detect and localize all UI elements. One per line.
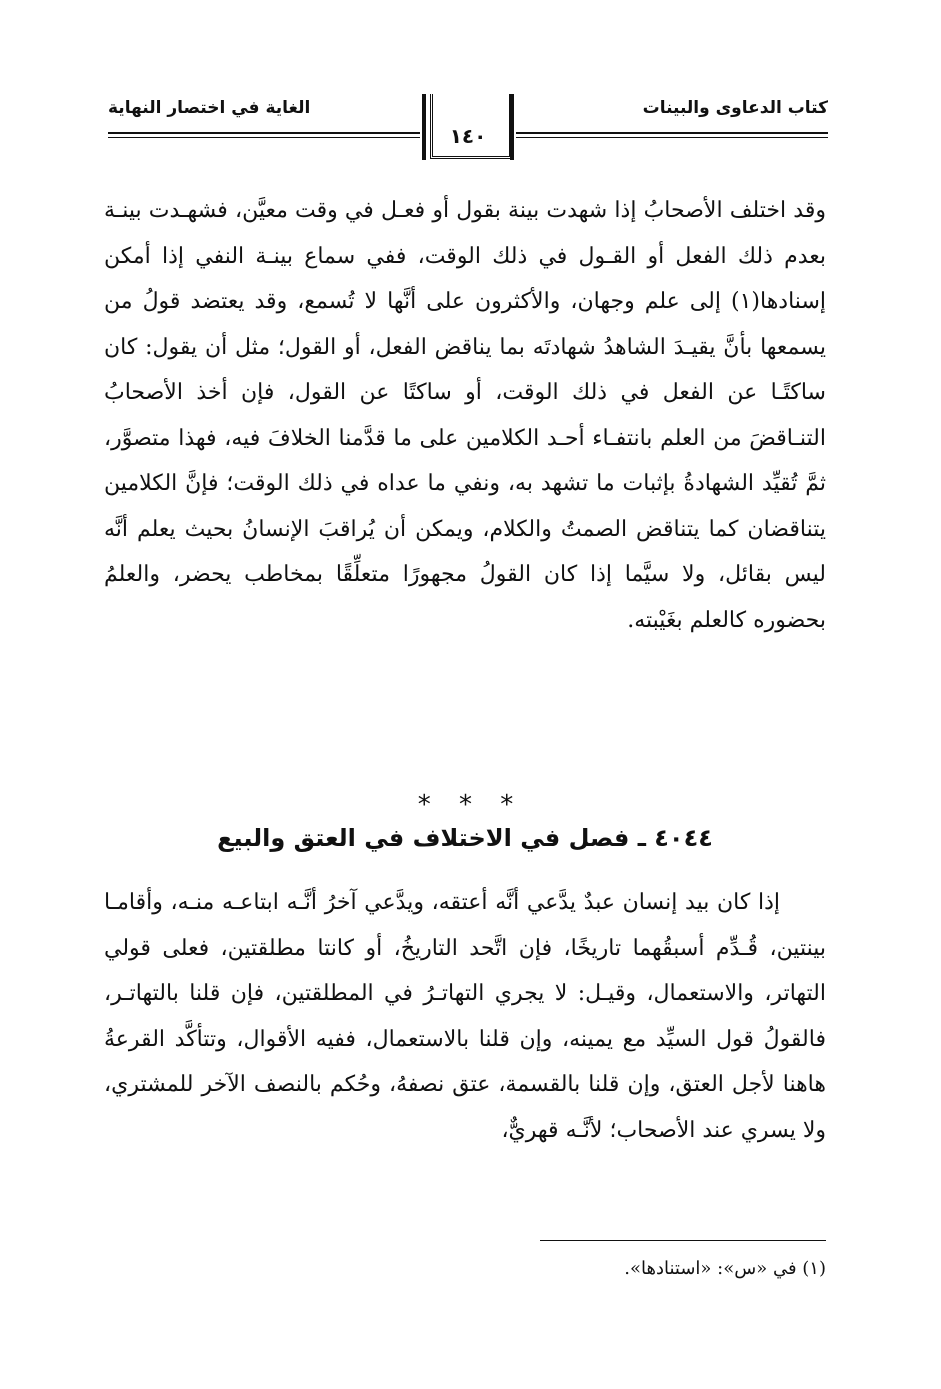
chapter-title: كتاب الدعاوى والبينات [642,98,828,118]
header-rule-left-thin [108,137,420,138]
section-separator: * * * [417,790,524,820]
page-number-frame [420,94,516,162]
section-heading: ٤٠٤٤ ـ فصل في الاختلاف في العتق والبيع [217,824,713,852]
book-title: الغاية في اختصار النهاية [108,98,311,118]
paragraph-1: وقد اختلف الأصحابُ إذا شهدت بينة بقول أو فعـل في وقت معيَّن، فشهـدت بينـة بعدم ذلك الفعل أو القـول في ذلك الوقت، ففي سماع بينـة النفي إذا أمكن إسنادها(١) إلى علم وجهان، والأكثرون على أنَّها لا تُسمع، وقد يعتضد قولُ من يسمعها بأنَّ يقيـدَ الشاهدُ شهادتَه بما يناقض الفعل، أو القول؛ مثل أن يقول: كان ساكتًـا عن الفعل في ذلك الوقت، أو ساكتًا عن القول، فإن أخذ الأصحابُ التنـاقضَ من العلم بانتفـاء أحـد الكلامين على ما قدَّمنا الخلافَ فيه، فهذا متصوَّر، ثمَّ تُقيِّد الشهادةُ بإثبات ما تشهد به، ونفي ما عداه في ذلك الوقت؛ فإنَّ الكلامين يتناقضان كما يتناقض الصمتُ والكلام، ويمكن أن يُراقبَ الإنسانُ بحيث يعلم أنَّه ليس بقائل، ولا سيَّما إذا كان القولُ مجهورًا متعلِّقًا بمخاطب يحضر، والعلمُ بحضوره كالعلم بغَيْبته. [104,198,826,633]
footnote: (١) في «س»: «استنادها». [624,1258,826,1279]
header-rule-right [516,132,828,134]
header-rule-right-thin [516,137,828,138]
page-header [108,92,828,172]
page-number: ١٤٠ [449,124,487,148]
header-rule-left [108,132,420,134]
footnote-rule [540,1240,826,1241]
paragraph-2: إذا كان بيد إنسان عبدٌ يدَّعي أنَّه أعتقه، ويدَّعي آخرُ أنَّـه ابتاعـه منـه، وأقامـا بينتين، قُـدِّم أسبقُهما تاريخًا، فإن اتَّحد التاريخُ، أو كانتا مطلقتين، فعلى قولي التهاتر، والاستعمال، وقيـل: لا يجري التهاتـرُ في المطلقتين، فإن قلنا بالتهاتـر، فالقولُ قول السيِّد مع يمينه، وإن قلنا بالاستعمال، ففيه الأقوال، وتتأكَّد القرعةُ هاهنا لأجل العتق، وإن قلنا بالقسمة، عتق نصفهُ، وحُكم بالنصف الآخر للمشتري، ولا يسري عند الأصحاب؛ لأنَّـه قهريٌّ، [104,890,826,1143]
